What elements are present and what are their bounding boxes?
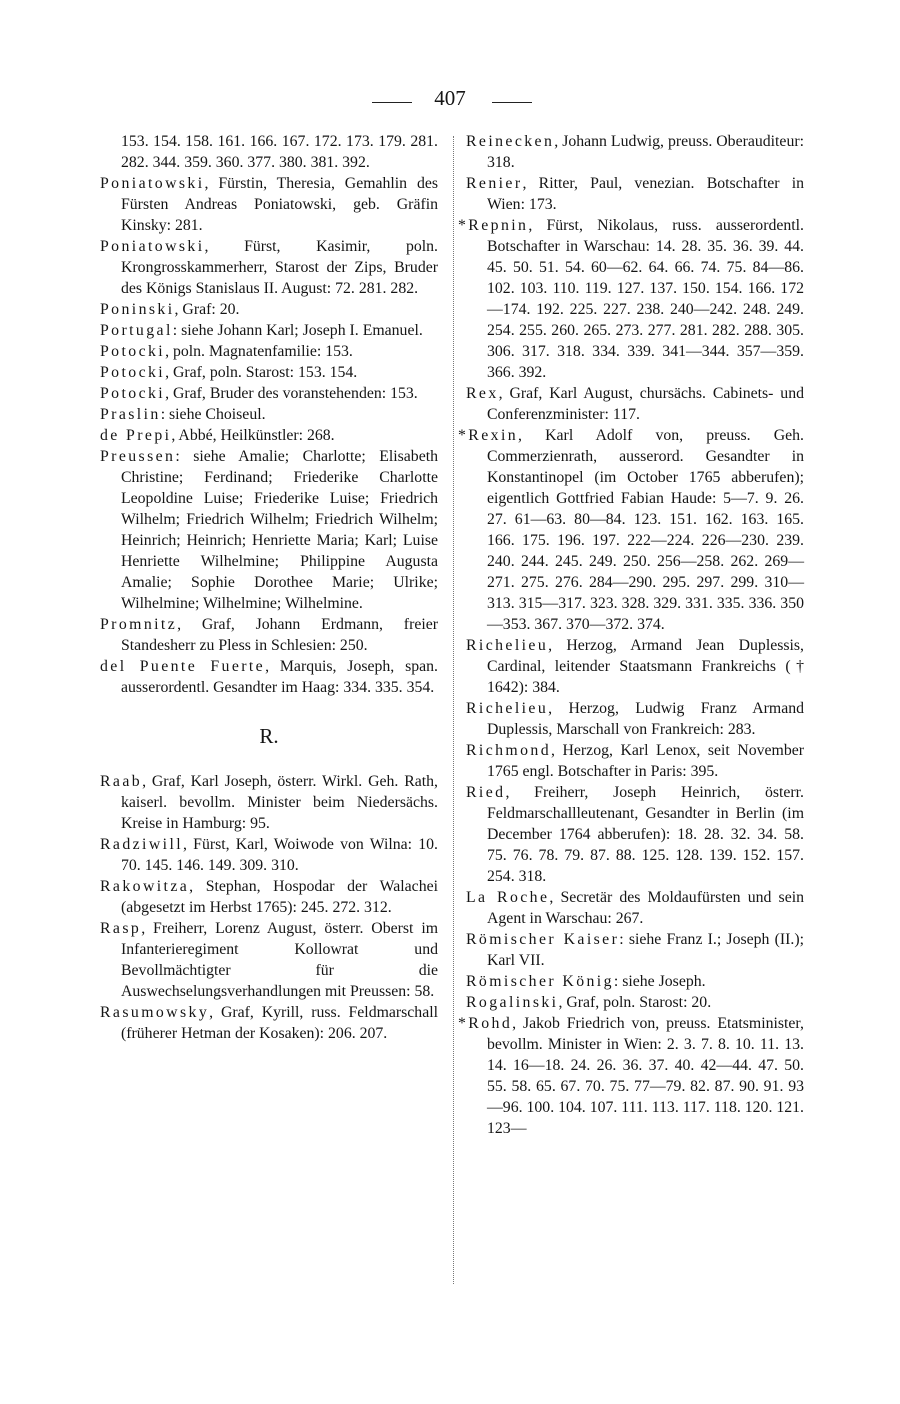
index-entry [458, 425, 804, 635]
entry-name: Poniatowski [100, 238, 205, 255]
entry-name: de Prepi [100, 427, 172, 444]
index-entry [100, 1002, 438, 1044]
entry-name: Raab [100, 773, 143, 790]
entry-name: Rogalinski [466, 994, 559, 1011]
entry-name: Richelieu [466, 637, 549, 654]
entry-text: , Ritter, Paul, venezian. Botschafter in Wien: 173. [487, 175, 804, 213]
entry-name: *Rexin [458, 427, 519, 444]
index-entry [100, 918, 438, 1002]
index-entry [100, 656, 438, 698]
entry-text: : siehe Choiseul. [160, 406, 266, 423]
entry-name: Ried [466, 784, 506, 801]
entry-name: Promnitz [100, 616, 178, 633]
entry-name: Renier [466, 175, 523, 192]
entry-text: , Freiherr, Joseph Heinrich, österr. Feldmarschallleutenant, Gesandter in Berlin (im December 1764 abberufen): 18. 28. 32. 34. 58. 75. 76. 78. 79. 87. 88. 125. 128. 139. 152. 157. 254. 318. [487, 784, 804, 885]
entry-text: , Marquis, Joseph, span. ausserordentl. Gesandter im Haag: 334. 335. 354. [121, 658, 438, 696]
entry-name: Römischer Kaiser [466, 931, 620, 948]
index-entry [100, 362, 438, 383]
index-entry [100, 131, 438, 173]
right-entries [458, 131, 804, 1139]
index-entry [466, 383, 804, 425]
entry-name: Rakowitza [100, 878, 190, 895]
index-entry [458, 215, 804, 383]
entry-name: Richelieu [466, 700, 549, 717]
index-entry [100, 834, 438, 876]
entry-text: , Fürstin, Theresia, Gemahlin des Fürsten Andreas Poniatowski, geb. Gräfin Kinsky: 281. [121, 175, 438, 234]
entry-text: , Herzog, Karl Lenox, seit November 1765 engl. Botschafter in Paris: 395. [487, 742, 804, 780]
right-column [458, 131, 804, 1139]
index-entry [466, 929, 804, 971]
entry-name: Radziwill [100, 836, 184, 853]
index-entry [100, 771, 438, 834]
entry-name: Rasp [100, 920, 142, 937]
left-entries [100, 131, 438, 698]
entry-text: , Graf, Kyrill, russ. Feldmarschall (früherer Hetman der Kosaken): 206. 207. [121, 1004, 438, 1042]
entry-text: , Karl Adolf von, preuss. Geh. Commerzienrath, ausserord. Gesandter in Konstantinopel (im October 1765 abberufen); eigentlich Gottfried Fabian Haude: 5—7. 9. 26. 27. 61—63. 80—84. 123. 151. 162. 163. 165. 166. 175. 196. 197. 222—224. 226—230. 239. 240. 244. 245. 249. 250. 256—258. 262. 269—271. 275. 276. 284—290. 295. 297. 299. 310—313. 315—317. 323. 328. 329. 331. 335. 336. 350—353. 367. 370—372. 374. [487, 427, 804, 633]
entry-text: , poln. Magnatenfamilie: 153. [165, 343, 353, 360]
entry-text: : siehe Amalie; Charlotte; Elisabeth Christine; Ferdinand; Friederike Charlotte Leopoldine Luise; Friederike Luise; Friedrich Wilhelm; Friedrich Wilhelm; Friedrich Wilhelm; Heinrich; Heinrich; Henriette Maria; Karl; Luise Henriette Wilhelmine; Philippine Augusta Amalie; Sophie Dorothee Marie; Ulrike; Wilhelmine; Wilhelmine; Wilhelmine. [121, 448, 438, 612]
header-rule-left [372, 102, 412, 103]
entry-text: , Graf, Karl Joseph, österr. Wirkl. Geh. Rath, kaiserl. bevollm. Minister beim Niedersächs. Kreise in Hamburg: 95. [121, 773, 438, 832]
entry-text: : siehe Franz I.; Joseph (II.); Karl VII. [487, 931, 804, 969]
entry-text: , Graf, poln. Starost: 20. [558, 994, 712, 1011]
index-entry [466, 740, 804, 782]
entry-name: Rex [466, 385, 499, 402]
left-entries-r [100, 771, 438, 1044]
index-entry [100, 383, 438, 404]
entry-name: La Roche [466, 889, 550, 906]
index-entry [466, 971, 804, 992]
entry-text: , Abbé, Heilkünstler: 268. [171, 427, 335, 444]
index-entry [466, 173, 804, 215]
entry-name: Poninski [100, 301, 175, 318]
column-divider [453, 136, 454, 1284]
index-entry [466, 698, 804, 740]
index-entry [466, 782, 804, 887]
entry-name: Potocki [100, 385, 166, 402]
entry-text: , Herzog, Ludwig Franz Armand Duplessis, Marschall von Frankreich: 283. [487, 700, 804, 738]
index-entry [100, 173, 438, 236]
section-letter: R. [259, 724, 279, 748]
entry-name: Praslin [100, 406, 161, 423]
entry-name: Portugal [100, 322, 173, 339]
page-header [0, 86, 900, 116]
entry-text: : siehe Joseph. [613, 973, 706, 990]
left-column [100, 131, 438, 1044]
entry-text: 153. 154. 158. 161. 166. 167. 172. 173. 179. 281. 282. 344. 359. 360. 377. 380. 381. 392. [121, 133, 438, 171]
entry-text: , Jakob Friedrich von, preuss. Etatsminister, bevollm. Minister in Wien: 2. 3. 7. 8. 10. 11. 13. 14. 16—18. 24. 26. 36. 37. 40. 42—44. 47. 50. 55. 58. 65. 67. 70. 75. 77—79. 82. 87. 90. 91. 93—96. 100. 104. 107. 111. 113. 117. 118. 120. 121. 123— [487, 1015, 804, 1137]
index-entry [100, 404, 438, 425]
entry-name: Rasumowsky [100, 1004, 210, 1021]
entry-name: Römischer König [466, 973, 614, 990]
header-rule-right [492, 102, 532, 103]
entry-text: , Graf, poln. Starost: 153. 154. [165, 364, 358, 381]
index-entry [100, 425, 438, 446]
entry-text: , Graf: 20. [174, 301, 240, 318]
entry-text: , Stephan, Hospodar der Walachei (abgesetzt im Herbst 1765): 245. 272. 312. [121, 878, 438, 916]
index-entry [100, 236, 438, 299]
index-entry [100, 299, 438, 320]
page-number: 407 [434, 86, 466, 110]
entry-text: , Fürst, Nikolaus, russ. ausserordentl. Botschafter in Warschau: 14. 28. 35. 36. 39. 44. 45. 50. 51. 54. 60—62. 64. 66. 74. 75. 84—86. 102. 103. 110. 119. 127. 137. 150. 154. 166. 172—174. 192. 225. 227. 238. 240—242. 248. 249. 254. 255. 260. 265. 273. 277. 281. 282. 288. 305. 306. 317. 318. 334. 339. 341—344. 357—359. 366. 392. [487, 217, 804, 381]
index-entry [466, 887, 804, 929]
index-entry [100, 320, 438, 341]
entry-text: , Freiherr, Lorenz August, österr. Oberst im Infanterieregiment Kollowrat und Bevollmächtigter für die Auswechselungsverhandlungen mit Preussen: 58. [121, 920, 438, 1000]
entry-name: Poniatowski [100, 175, 205, 192]
entry-name: Potocki [100, 364, 166, 381]
entry-text: , Fürst, Kasimir, poln. Krongrosskammerherr, Starost der Zips, Bruder des Königs Stanislaus II. August: 72. 281. 282. [121, 238, 438, 297]
entry-text: : siehe Johann Karl; Joseph I. Emanuel. [172, 322, 423, 339]
index-entry [458, 1013, 804, 1139]
entry-text: , Graf, Bruder des voranstehenden: 153. [165, 385, 418, 402]
entry-name: Richmond [466, 742, 552, 759]
entry-name: *Rohd [458, 1015, 513, 1032]
index-entry [466, 992, 804, 1013]
index-entry [100, 341, 438, 362]
entry-name: *Repnin [458, 217, 529, 234]
entry-name: Preussen [100, 448, 176, 465]
entry-text: , Herzog, Armand Jean Duplessis, Cardinal, leitender Staatsmann Frankreichs († 1642): 384. [487, 637, 804, 696]
index-entry [466, 635, 804, 698]
entry-name: del Puente Fuerte [100, 658, 266, 675]
index-entry [100, 446, 438, 614]
entry-text: , Secretär des Moldaufürsten und sein Agent in Warschau: 267. [487, 889, 804, 927]
entry-text: , Johann Ludwig, preuss. Oberauditeur: 318. [487, 133, 804, 171]
entry-name: Potocki [100, 343, 166, 360]
entry-text: , Graf, Johann Erdmann, freier Standesherr zu Pless in Schlesien: 250. [121, 616, 438, 654]
index-entry [100, 876, 438, 918]
entry-text: , Graf, Karl August, chursächs. Cabinets- und Conferenzminister: 117. [487, 385, 804, 423]
entry-name: Reinecken [466, 133, 555, 150]
index-entry [466, 131, 804, 173]
entry-text: , Fürst, Karl, Woiwode von Wilna: 10. 70. 145. 146. 149. 309. 310. [121, 836, 438, 874]
index-entry [100, 614, 438, 656]
